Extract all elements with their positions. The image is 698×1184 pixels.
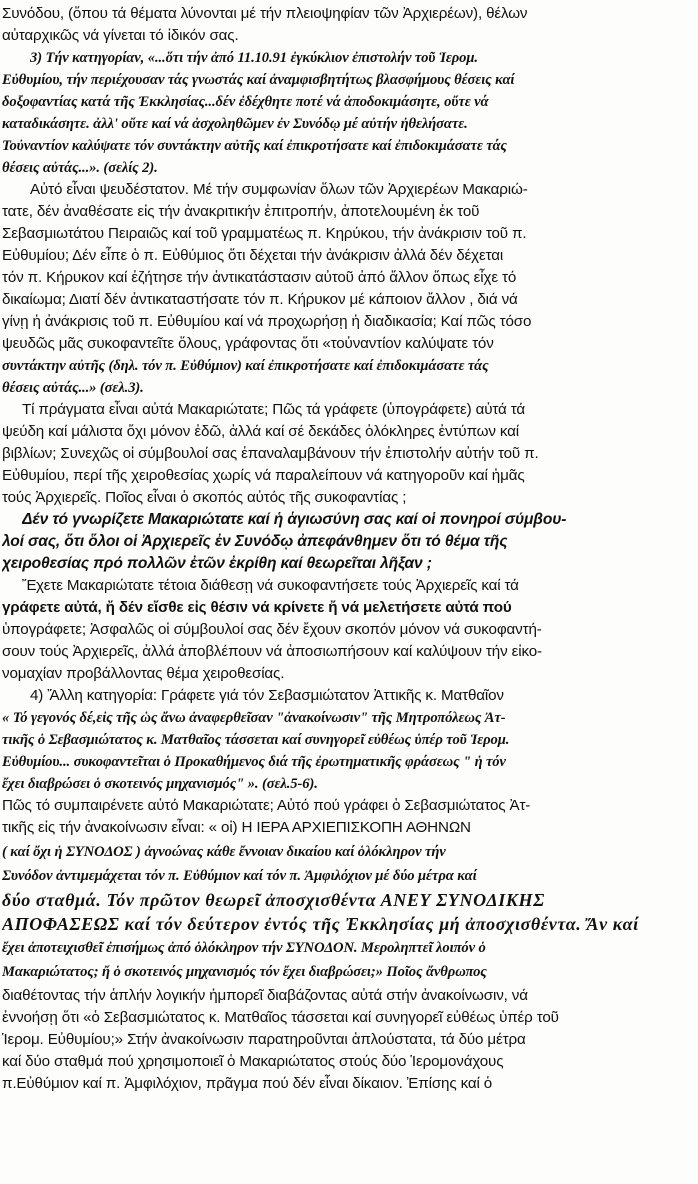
quote-line: Εὐθυμίου, τήν περιέχουσαν τάς γνωστάς καί ἀναμφισβητήτως βλασφήμους θέσεις καί (2, 72, 515, 88)
quote-line: ( καί ὄχι ἡ ΣΥΝΟΔΟΣ ) ἀγνοώνας κάθε ἔννοιαν δικαίου καί ὁλόκληρον τήν (2, 844, 446, 860)
quote-line: Συνόδον ἀντιμεμάχεται τόν π. Εὐθύμιον καί τόν π. Ἀμφιλόχιον μέ δύο μέτρα καί (2, 868, 477, 884)
text-line: δικαίωμα; Διατί δέν ἀντικαταστήσατε τόν π. Κήρυκον μέ κάποιον ἄλλον , διά νά (2, 291, 518, 308)
quote-line: « Τό γεγονός δέ,εἰς τῆς ὡς ἄνω ἀναφερθεῖσαν "ἀνακοίνωσιν" τῆς Μητροπόλεως Ἀτ- (2, 710, 506, 726)
text-line: ὑπογράφετε; Ἀσφαλῶς οἱ σύμβουλοί σας δέν ἔχουν σκοπόν μόνον νά συκοφαντή- (2, 621, 542, 638)
text-line: Εὐθυμίου, περί τῆς χειροθεσίας χωρίς νά παραλείπουν νά κατηγοροῦν καί ἡμᾶς (2, 467, 525, 484)
quote-line: συντάκτην αὐτῆς (δηλ. τόν π. Εὐθύμιον) καί ἐπικροτήσατε καί ἐπιδοκιμάσατε τάς (2, 358, 489, 374)
quote-line: δύο σταθμά. Τόν πρῶτον θεωρεῖ ἀποσχισθέντα ΑΝΕΥ ΣΥΝΟΔΙΚΗΣ (2, 890, 545, 910)
quote-line: Μακαριώτατος; ἤ ὁ σκοτεινός μηχανισμός τόν ἔχει διαβρώσει;» Ποῖος ἄνθρωπος (2, 964, 487, 980)
emphasis-line: λοί σας, ὅτι ὅλοι οἱ Ἀρχιερεῖς ἐν Συνόδῳ ἀπεφάνθημεν ὅτι τό θέμα τῆς (2, 533, 508, 550)
text-line: Εὐθυμίου; Δέν εἶπε ὁ π. Εὐθύμιος ὅτι δέχεται τήν ἀνάκρισιν ἀλλά δέν δέχεται (2, 247, 504, 264)
text-line: διαθέτοντας τήν ἁπλήν λογικήν ἠμπορεῖ διαβάζοντας αὐτά στήν ἀνακοίνωσιν, νά (2, 987, 528, 1004)
text-line: Σεβασμιωτάτου Πειραιῶς καί τοῦ γραμματέως π. Κηρύκου, τήν ἀνάκρισιν τοῦ π. (2, 225, 527, 242)
quote-line: Εὐθυμίου... συκοφαντεῖται ὁ Προκαθήμενος διά τῆς ἐρωτηματικῆς φράσεως " ἡ τόν (2, 754, 506, 770)
text-line: τικῆς εἰς τήν ἀνακοίνωσιν εἶναι: « οἱ) Η ΙΕΡΑ ΑΡΧΙΕΠΙΣΚΟΠΗ ΑΘΗΝΩΝ (2, 819, 471, 836)
text-line: τούς Ἀρχιερεῖς. Ποῖος εἶναι ὁ σκοπός αὐτός τῆς συκοφαντίας ; (2, 489, 407, 506)
text-line: Τί πράγματα εἶναι αὐτά Μακαριώτατε; Πῶς τά γράφετε (ὑπογράφετε) αὐτά τά (22, 401, 526, 418)
text-line: σουν τούς Ἀρχιερεῖς, ἀλλά ἀποβλέπουν νά ἀποσιωπήσουν καί καλύψουν τήν εἰκο- (2, 643, 542, 660)
text-line: γίνῃ ἡ ἀνάκρισις τοῦ π. Εὐθυμίου καί νά προχωρήσῃ ἡ διαδικασία; Καί πῶς τόσο (2, 313, 532, 330)
emphasis-line: Δέν τό γνωρίζετε Μακαριώτατε καί ἡ ἁγιωσύνη σας καί οἱ πονηροί σύμβου- (22, 511, 567, 528)
text-line: ἐννοήσῃ ὅτι «ὁ Σεβασμιώτατος κ. Ματθαῖος τάσσεται καί συνηγορεῖ εὐθέως ὑπέρ τοῦ (2, 1009, 559, 1026)
quote-line: τικῆς ὁ Σεβασμιώτατος κ. Ματθαῖος τάσσεται καί συνηγορεῖ εὐθέως ὑπέρ τοῦ Ἱερομ. (2, 732, 510, 748)
text-line: Συνόδου, (ὅπου τά θέματα λύνονται μέ τήν πλειοψηφίαν τῶν Ἀρχιερέων), θέλων (2, 5, 528, 22)
text-line: Ἱερομ. Εὐθυμίου;» Στήν ἀνακοίνωσιν παρατηροῦνται ἁπλούστατα, τά δύο μέτρα (2, 1031, 526, 1048)
text-line: Ἔχετε Μακαριώτατε τέτοια διάθεσῃ νά συκοφαντήσετε τούς Ἀρχιερεῖς καί τά (22, 577, 519, 594)
quote-line: ἔχει διαβρώσει ὁ σκοτεινός μηχανισμός" ». (σελ.5-6). (2, 776, 318, 792)
text-line: τόν π. Κήρυκον καί ἐζήτησε τήν ἀντικατάστασιν αὐτοῦ ἀπό ἄλλον ὅπως εἶχε τό (2, 269, 517, 286)
text-line: τατε, δέν ἀναθέσατε εἰς τήν ἀνακριτικήν ἐπιτροπήν, ἀποτελουμένη ἐκ τοῦ (2, 203, 480, 220)
quote-line: Τοὐναντίον καλύψατε τόν συντάκτην αὐτῆς καί ἐπικροτήσατε καί ἐπιδοκιμάσατε τάς (2, 138, 507, 154)
text-line: καί δύο σταθμά πού χρησιμοποιεῖ ὁ Μακαριώτατος στούς δύο Ἱερομονάχους (2, 1053, 504, 1070)
quote-line: καταδικάσητε. ἀλλ' οὔτε καί νά ἀσχοληθῶμεν ἐν Συνόδῳ μέ αὐτήν ἠθελήσατε. (2, 116, 468, 132)
text-line: π.Εὐθύμιον καί π. Ἀμφιλόχιον, πρᾶγμα πού δέν εἶναι δίκαιον. Ἐπίσης καί ὁ (2, 1075, 493, 1092)
text-line: βιβλίων; Συνεχῶς οἱ σύμβουλοί σας ἐπαναλαμβάνουν τήν ἐπιστολήν αὐτήν τοῦ π. (2, 445, 539, 462)
emphasis-line: χειροθεσίας πρό πολλῶν ἐτῶν ἐκρίθη καί θεωρεῖται λῆξαν ; (2, 555, 432, 572)
quote-line: θέσεις αὐτάς...». (σελίς 2). (2, 160, 158, 176)
text-line: νομαχίαν προβάλλοντας θέμα χειροθεσίας. (2, 665, 285, 682)
text-line: γράφετε αὐτά, ἤ δέν εἴσθε εἰς θέσιν νά κρίνετε ἤ νά μελετήσετε αὐτά πού (2, 599, 512, 616)
quote-line: θέσεις αὐτάς...» (σελ.3). (2, 380, 144, 396)
text-line: 3) Τήν κατηγορίαν, «...ὅτι τήν ἀπό 11.10.91 ἐγκύκλιον ἐπιστολήν τοῦ Ἱερομ. (30, 50, 478, 66)
text-line: αὐταρχικῶς νά γίνεται τό ἰδικόν σας. (2, 27, 239, 44)
text-line: ψευδῶς μᾶς συκοφαντεῖτε ὅλους, γράφοντας ὅτι «τοὐναντίον καλύψατε τόν (2, 335, 494, 352)
quote-line: δοξοφαντίας κατά τῆς Ἐκκλησίας...δέν ἐδέχθητε ποτέ νά ἀποδοκιμάσητε, οὔτε νά (2, 94, 489, 110)
quote-line: ἔχει ἀποτειχισθεῖ ἐπισήμως ἀπό ὁλόκληρον τήν ΣΥΝΟΔΟΝ. Μεροληπτεῖ λοιπόν ὁ (2, 940, 486, 956)
text-line: Αὐτό εἶναι ψευδέστατον. Μέ τήν συμφωνίαν ὅλων τῶν Ἀρχιερέων Μακαριώ- (30, 181, 528, 198)
quote-line: ΑΠΟΦΑΣΕΩΣ καί τόν δεύτερον ἐντός τῆς Ἐκκλησίας μή ἀποσχισθέντα. Ἄν καί (2, 914, 639, 934)
text-line: Πῶς τό συμπαιρένετε αὐτό Μακαριώτατε; Αὐτό πού γράφει ὁ Σεβασμιώτατος Ἀτ- (2, 797, 531, 814)
text-line: 4) Ἄλλη κατηγορία: Γράφετε γιά τόν Σεβασμιώτατον Ἀττικῆς κ. Ματθαῖον (30, 687, 504, 704)
text-line: ψεύδη καί μάλιστα ὄχι μόνον ἐδῶ, ἀλλά καί σέ δεκάδες ὁλόκληρες ἐντύπων καί (2, 423, 520, 440)
